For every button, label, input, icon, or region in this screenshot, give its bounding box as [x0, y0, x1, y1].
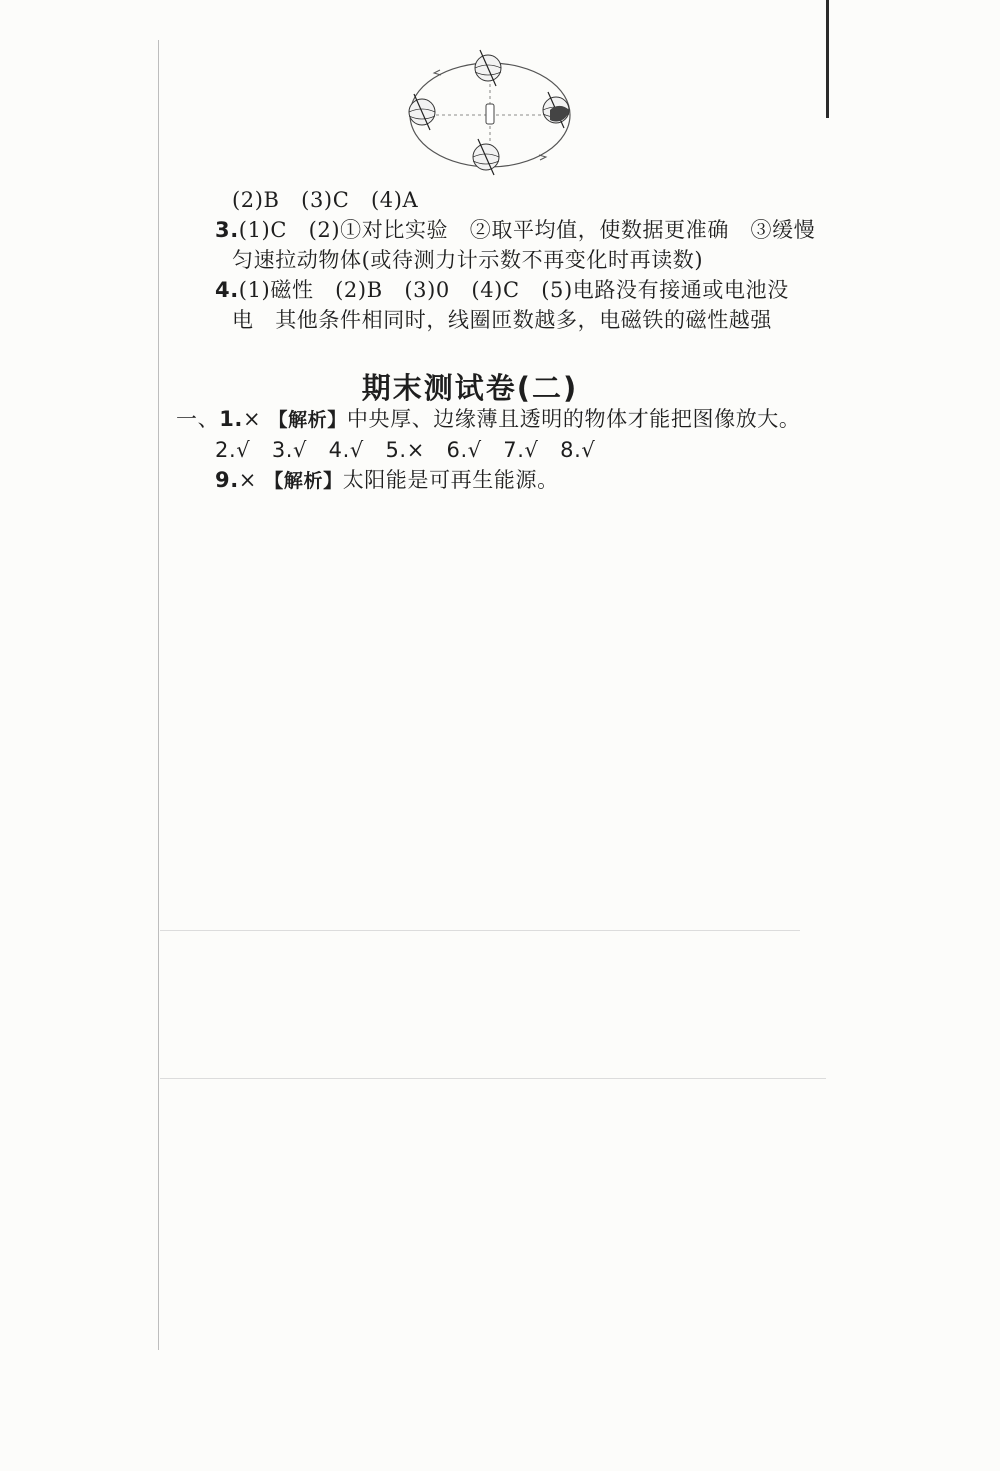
answer-mark: ×	[238, 468, 257, 492]
question-number: 4.	[215, 278, 239, 302]
question-number: 9.	[215, 468, 239, 492]
scan-artifact-line	[160, 1078, 826, 1079]
answer-line-s1-q1	[176, 405, 801, 434]
answer-mark: ×	[243, 407, 262, 431]
answer-text: (1)磁性 (2)B (3)0 (4)C (5)电路没有接通或电池没	[238, 278, 789, 302]
earth-orbit-figure-top	[400, 40, 580, 185]
answer-line: 2.√ 3.√ 4.√ 5.× 6.√ 7.√ 8.√	[215, 438, 596, 462]
analysis-tag: 【解析】	[264, 470, 343, 492]
section-prefix: 一、	[176, 407, 220, 431]
right-edge-rule	[826, 0, 829, 118]
answer-text: 中央厚、边缘薄且透明的物体才能把图像放大。	[346, 407, 801, 431]
answer-line-s1-q9b	[215, 466, 559, 495]
answer-line-q4	[215, 276, 789, 304]
analysis-tag: 【解析】	[268, 409, 347, 431]
answer-line-q3	[215, 216, 815, 244]
question-number: 1.	[219, 407, 243, 431]
question-number: 3.	[215, 218, 239, 242]
answer-line: 电 其他条件相同时，线圈匝数越多，电磁铁的磁性越强	[232, 308, 772, 332]
section-title: 期末测试卷(二)	[361, 371, 579, 405]
scan-artifact-line	[160, 930, 800, 931]
answer-line: (2)B (3)C (4)A	[232, 188, 419, 212]
answer-line: 匀速拉动物体(或待测力计示数不再变化时再读数)	[232, 248, 704, 272]
answer-text: (1)C (2)①对比实验 ②取平均值，使数据更准确 ③缓慢	[238, 218, 816, 242]
left-margin-rule	[158, 40, 159, 1350]
answer-text: 太阳能是可再生能源。	[342, 468, 559, 492]
